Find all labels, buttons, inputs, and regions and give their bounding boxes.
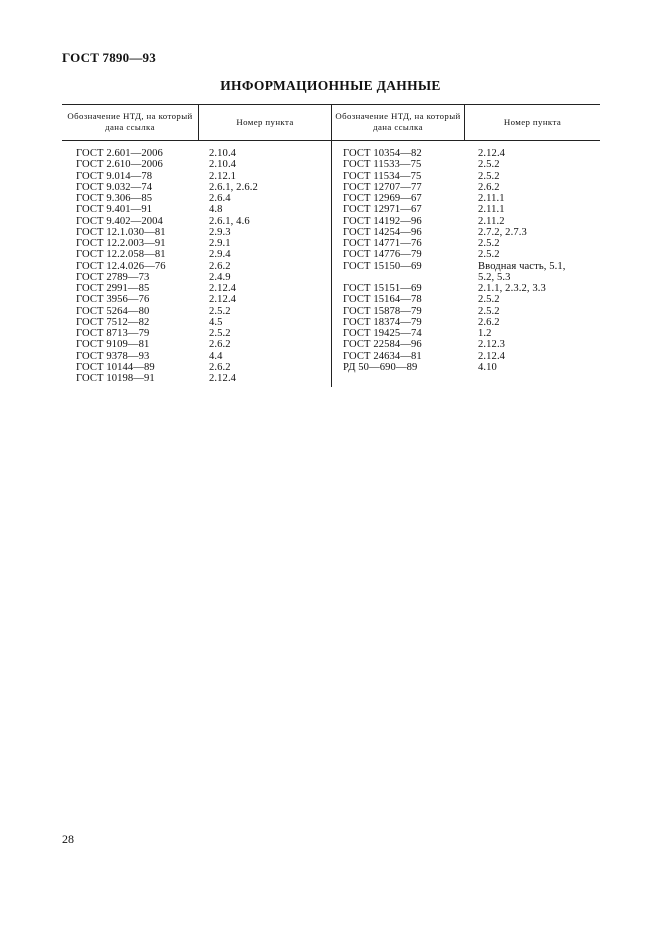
table-cell: РД 50—690—89 [343,361,418,373]
table-cell: 2.6.2 [209,361,231,373]
table-cell: ГОСТ 12.2.058—81 [76,249,166,261]
table-cell: ГОСТ 9378—93 [76,350,150,362]
table-cell: 4.4 [209,350,223,362]
table-cell: ГОСТ 8713—79 [76,328,150,339]
table-cell: ГОСТ 9.306—85 [76,193,153,204]
table-cell: ГОСТ 15878—79 [343,305,422,317]
table-cell: 2.5.2 [478,305,500,317]
table-cell: ГОСТ 2789—73 [76,271,150,283]
table-cell: ГОСТ 12.1.030—81 [76,226,166,238]
table-cell: ГОСТ 15164—78 [343,294,422,306]
table-cell: ГОСТ 12707—77 [343,181,422,193]
left-items-column [209,148,258,384]
table-cell: ГОСТ 22584—96 [343,339,422,351]
table-cell: ГОСТ 15151—69 [343,283,422,294]
page-number: 28 [62,832,74,846]
table-cell: ГОСТ 24634—81 [343,350,422,362]
table-cell: 2.5.2 [209,305,231,317]
table-cell: 1.2 [478,328,492,339]
table-cell: ГОСТ 9.032—74 [76,181,153,193]
table-cell: 2.5.2 [478,170,500,182]
header-doc-right: Обозначение НТД, на который дана ссылка [335,111,461,132]
table-cell: 2.5.2 [478,159,500,171]
page-title: ИНФОРМАЦИОННЫЕ ДАННЫЕ [220,78,441,93]
right-items-column [478,148,566,373]
table-cell: ГОСТ 10198—91 [76,373,155,384]
table-cell: ГОСТ 2991—85 [76,283,150,294]
table-cell: 2.6.2 [478,316,500,328]
table-cell: 2.5.2 [209,328,231,339]
table-cell: 4.5 [209,316,223,328]
table-cell: ГОСТ 14192—96 [343,215,422,227]
table-cell: 2.11.1 [478,204,505,216]
table-cell: 2.5.2 [478,238,500,249]
table-cell: ГОСТ 9.401—91 [76,204,153,216]
table-cell: 2.12.4 [478,148,506,159]
document-code: ГОСТ 7890—93 [62,50,156,65]
table-cell: 2.1.1, 2.3.2, 3.3 [478,283,546,294]
table-cell: ГОСТ 18374—79 [343,316,422,328]
table-cell: ГОСТ 10144—89 [76,361,155,373]
table-cell: ГОСТ 7512—82 [76,316,150,328]
table-cell: 4.8 [209,204,223,216]
table-cell: 2.9.3 [209,226,231,238]
table-cell: 2.12.4 [209,294,237,306]
right-docs-column [343,148,422,373]
table-cell: 2.5.2 [478,249,500,261]
table-cell: 2.6.2 [478,181,500,193]
table-cell: 2.6.1, 4.6 [209,215,250,227]
table-cell: 2.5.2 [478,294,500,306]
table-cell: 2.11.2 [478,215,505,227]
table-cell: ГОСТ 10354—82 [343,148,422,159]
table-cell: 2.12.4 [209,283,237,294]
table-cell: ГОСТ 14771—76 [343,238,422,249]
table-cell: ГОСТ 9.402—2004 [76,215,163,227]
table-cell: 2.6.1, 2.6.2 [209,181,258,193]
table-cell: ГОСТ 2.610—2006 [76,159,163,171]
table-cell: 2.4.9 [209,271,231,283]
table-cell: ГОСТ 2.601—2006 [76,148,163,159]
table-cell: 5.2, 5.3 [478,271,511,283]
table-cell: ГОСТ 12.2.003—91 [76,238,166,249]
table-cell: ГОСТ 14254—96 [343,226,422,238]
table-cell: 2.10.4 [209,159,237,171]
table-cell: 4.10 [478,361,497,373]
table-cell: 2.9.1 [209,238,231,249]
table-cell: 2.7.2, 2.7.3 [478,226,527,238]
header-item-right: Номер пункта [503,116,562,127]
table-cell: 2.6.2 [209,339,231,351]
reference-table [62,104,600,404]
table-cell: ГОСТ 11533—75 [343,159,422,171]
table-cell: 2.10.4 [209,148,237,159]
table-cell: 2.6.2 [209,260,231,272]
table-cell: 2.9.4 [209,249,231,261]
table-cell: ГОСТ 12.4.026—76 [76,260,166,272]
header-item-left: Номер пункта [236,116,294,127]
table-cell: ГОСТ 15150—69 [343,260,422,272]
table-cell: ГОСТ 5264—80 [76,305,150,317]
table-cell: ГОСТ 3956—76 [76,294,150,306]
left-docs-column [76,148,166,384]
table-cell: Вводная часть, 5.1, [478,260,566,272]
header-doc-left: Обозначение НТД, на который дана ссылка [67,111,193,132]
table-cell: ГОСТ 9.014—78 [76,170,153,182]
table-cell: ГОСТ 11534—75 [343,170,422,182]
table-cell: ГОСТ 9109—81 [76,339,150,351]
table-cell: 2.12.1 [209,170,237,182]
table-cell: 2.12.4 [478,350,506,362]
table-cell: ГОСТ 19425—74 [343,328,422,339]
table-cell: 2.6.4 [209,193,231,204]
table-cell [343,272,422,283]
table-cell: 2.12.3 [478,339,506,351]
table-cell: ГОСТ 12971—67 [343,204,422,216]
center-divider [331,104,332,387]
table-cell: ГОСТ 14776—79 [343,249,422,261]
table-cell: ГОСТ 12969—67 [343,193,422,204]
table-cell: 2.11.1 [478,193,505,204]
table-cell: 2.12.4 [209,373,237,384]
